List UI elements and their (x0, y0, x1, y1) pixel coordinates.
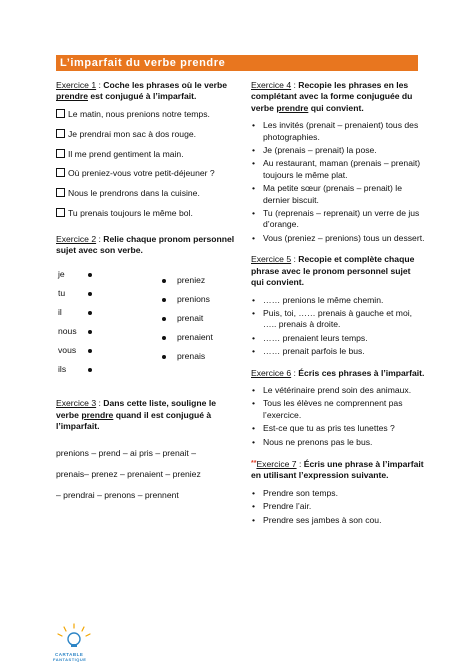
verb-dot[interactable] (162, 298, 166, 302)
ex3-label: Exercice 3 (56, 398, 97, 409)
pronoun-dot[interactable] (88, 368, 92, 372)
list-item: • Tous les élèves ne comprennent pas l’exercice. (251, 398, 425, 421)
ex6-label: Exercice 6 (251, 367, 292, 378)
list-item: • Au restaurant, maman (prenais – prenait) toujours le même plat. (251, 158, 425, 181)
pronoun: vous (58, 345, 77, 356)
verb-dot[interactable] (162, 317, 166, 321)
difficulty-mark: ** (251, 459, 257, 467)
page-title-banner (56, 55, 418, 71)
ex6-instruction: Écris ces phrases à l’imparfait. (298, 367, 425, 378)
list-item: • …… prenions le même chemin. (251, 295, 425, 306)
ex5-list (251, 295, 425, 358)
list-item: • Ma petite sœur (prenais – prenait) le dernier biscuit. (251, 183, 425, 206)
ex1-item: Où preniez-vous votre petit-déjeuner ? (56, 168, 236, 179)
pronoun-dot[interactable] (88, 349, 92, 353)
list-item: • Prendre l’air. (251, 501, 425, 512)
pronoun-dot[interactable] (88, 292, 92, 296)
ex5-label: Exercice 5 (251, 254, 292, 265)
pronoun-dot[interactable] (88, 273, 92, 277)
ex5-title: Exercice 5 : Recopie et complète chaque phrase avec le pronom personnel sujet qui convient. (251, 254, 415, 288)
ex7-instruction: Écris une phrase à l’imparfait en utilisant l’expression suivante. (251, 458, 424, 481)
checkbox[interactable] (56, 168, 65, 177)
ex2-instruction: Relie chaque pronom personnel sujet avec son verbe. (56, 233, 235, 255)
list-item: • Les invités (prenait – prenaient) tous des photographies. (251, 120, 425, 143)
ex3-word-list (56, 443, 236, 506)
list-item: • Le vétérinaire prend soin des animaux. (251, 385, 425, 396)
ex1-title: Exercice 1 : Coche les phrases où le verbe prendre est conjugué à l’imparfait. (56, 80, 228, 102)
ex3-instruction: Dans cette liste, souligne le verbe prendre quand il est conjugué à l’imparfait. (56, 398, 217, 432)
list-item: • Puis, toi, …… prenais à gauche et moi, ….. prenais à droite. (251, 308, 425, 331)
list-item: • Prendre son temps. (251, 488, 425, 499)
left-column (56, 80, 236, 506)
ex7-label: Exercice 7 (256, 458, 297, 469)
checkbox[interactable] (56, 109, 65, 118)
right-column (251, 80, 425, 536)
logo-text-line2: FANTASTIQUE (53, 657, 87, 662)
ex2-label: Exercice 2 (56, 233, 97, 244)
verb-option: prenaient (177, 332, 213, 343)
ex1-item: Le matin, nous prenions notre temps. (56, 109, 236, 120)
list-item: • Prendre ses jambes à son cou. (251, 515, 425, 526)
list-item: • …… prenaient leurs temps. (251, 333, 425, 344)
ex3-line: prenions – prend – ai pris – prenait – (56, 447, 196, 458)
ex3-line: prenais– prenez – prenaient – preniez (56, 468, 201, 479)
list-item: • Est-ce que tu as pris tes lunettes ? (251, 423, 425, 434)
list-item: • Je (prenais – prenait) la pose. (251, 145, 425, 156)
ex1-item: Il me prend gentiment la main. (56, 149, 236, 160)
checkbox[interactable] (56, 208, 65, 217)
ex3-line: – prendrai – prenons – prennent (56, 489, 179, 500)
pronoun-dot[interactable] (88, 330, 92, 334)
checkbox[interactable] (56, 149, 65, 158)
logo-text-line1: CARTABLE (55, 652, 84, 657)
verb-option: prenions (177, 294, 210, 305)
pronoun: je (58, 269, 65, 280)
ex6-list (251, 385, 425, 448)
ex2-title: Exercice 2 : Relie chaque pronom personnel sujet avec son verbe. (56, 233, 235, 255)
pronoun-dot[interactable] (88, 311, 92, 315)
list-item: • Tu (reprenais – reprenait) un verre de jus d’orange. (251, 208, 425, 231)
ex4-title: Exercice 4 : Recopie les phrases en les complétant avec la forme conjuguée du verbe prendre qui convient. (251, 80, 413, 113)
list-item: • Nous ne prenons pas le bus. (251, 437, 425, 448)
ex1-instruction: Coche les phrases où le verbe prendre est conjugué à l’imparfait. (56, 80, 228, 102)
ex1-item: Tu prenais toujours le même bol. (56, 208, 236, 219)
verb-dot[interactable] (162, 336, 166, 340)
ex6-title: Exercice 6 : Écris ces phrases à l’imparfait. (251, 367, 425, 378)
checkbox[interactable] (56, 129, 65, 138)
ex7-title: **Exercice 7 : Écris une phrase à l’imparfait en utilisant l’expression suivante. (251, 458, 424, 481)
ex5-instruction: Recopie et complète chaque phrase avec le pronom personnel sujet qui convient. (251, 254, 415, 288)
ex1-item: Nous le prendrons dans la cuisine. (56, 188, 236, 199)
ex1-checklist (56, 109, 236, 220)
verb-option: prenait (177, 313, 204, 324)
pronoun: il (58, 307, 62, 318)
checkbox[interactable] (56, 188, 65, 197)
page-title: L’imparfait du verbe prendre (60, 57, 226, 69)
ex3-title: Exercice 3 : Dans cette liste, souligne le verbe prendre quand il est conjugué à l’imparfait. (56, 398, 217, 432)
ex7-list (251, 488, 425, 526)
ex1-item: Je prendrai mon sac à dos rouge. (56, 129, 236, 140)
ex1-label: Exercice 1 (56, 80, 97, 90)
ex2-matching (56, 262, 236, 382)
pronoun: nous (58, 326, 77, 337)
ex4-instruction: Recopie les phrases en les complétant avec la forme conjuguée du verbe prendre qui convient. (251, 80, 413, 113)
list-item: • Vous (preniez – prenions) tous un dessert. (251, 233, 425, 244)
verb-option: prenais (177, 351, 206, 362)
pronoun: tu (58, 288, 66, 299)
verb-dot[interactable] (162, 355, 166, 359)
ex4-list (251, 120, 425, 244)
verb-option: preniez (177, 275, 206, 286)
verb-dot[interactable] (162, 279, 166, 283)
pronoun: ils (58, 364, 67, 375)
list-item: • …… prenait parfois le bus. (251, 346, 425, 357)
ex4-label: Exercice 4 (251, 80, 292, 90)
